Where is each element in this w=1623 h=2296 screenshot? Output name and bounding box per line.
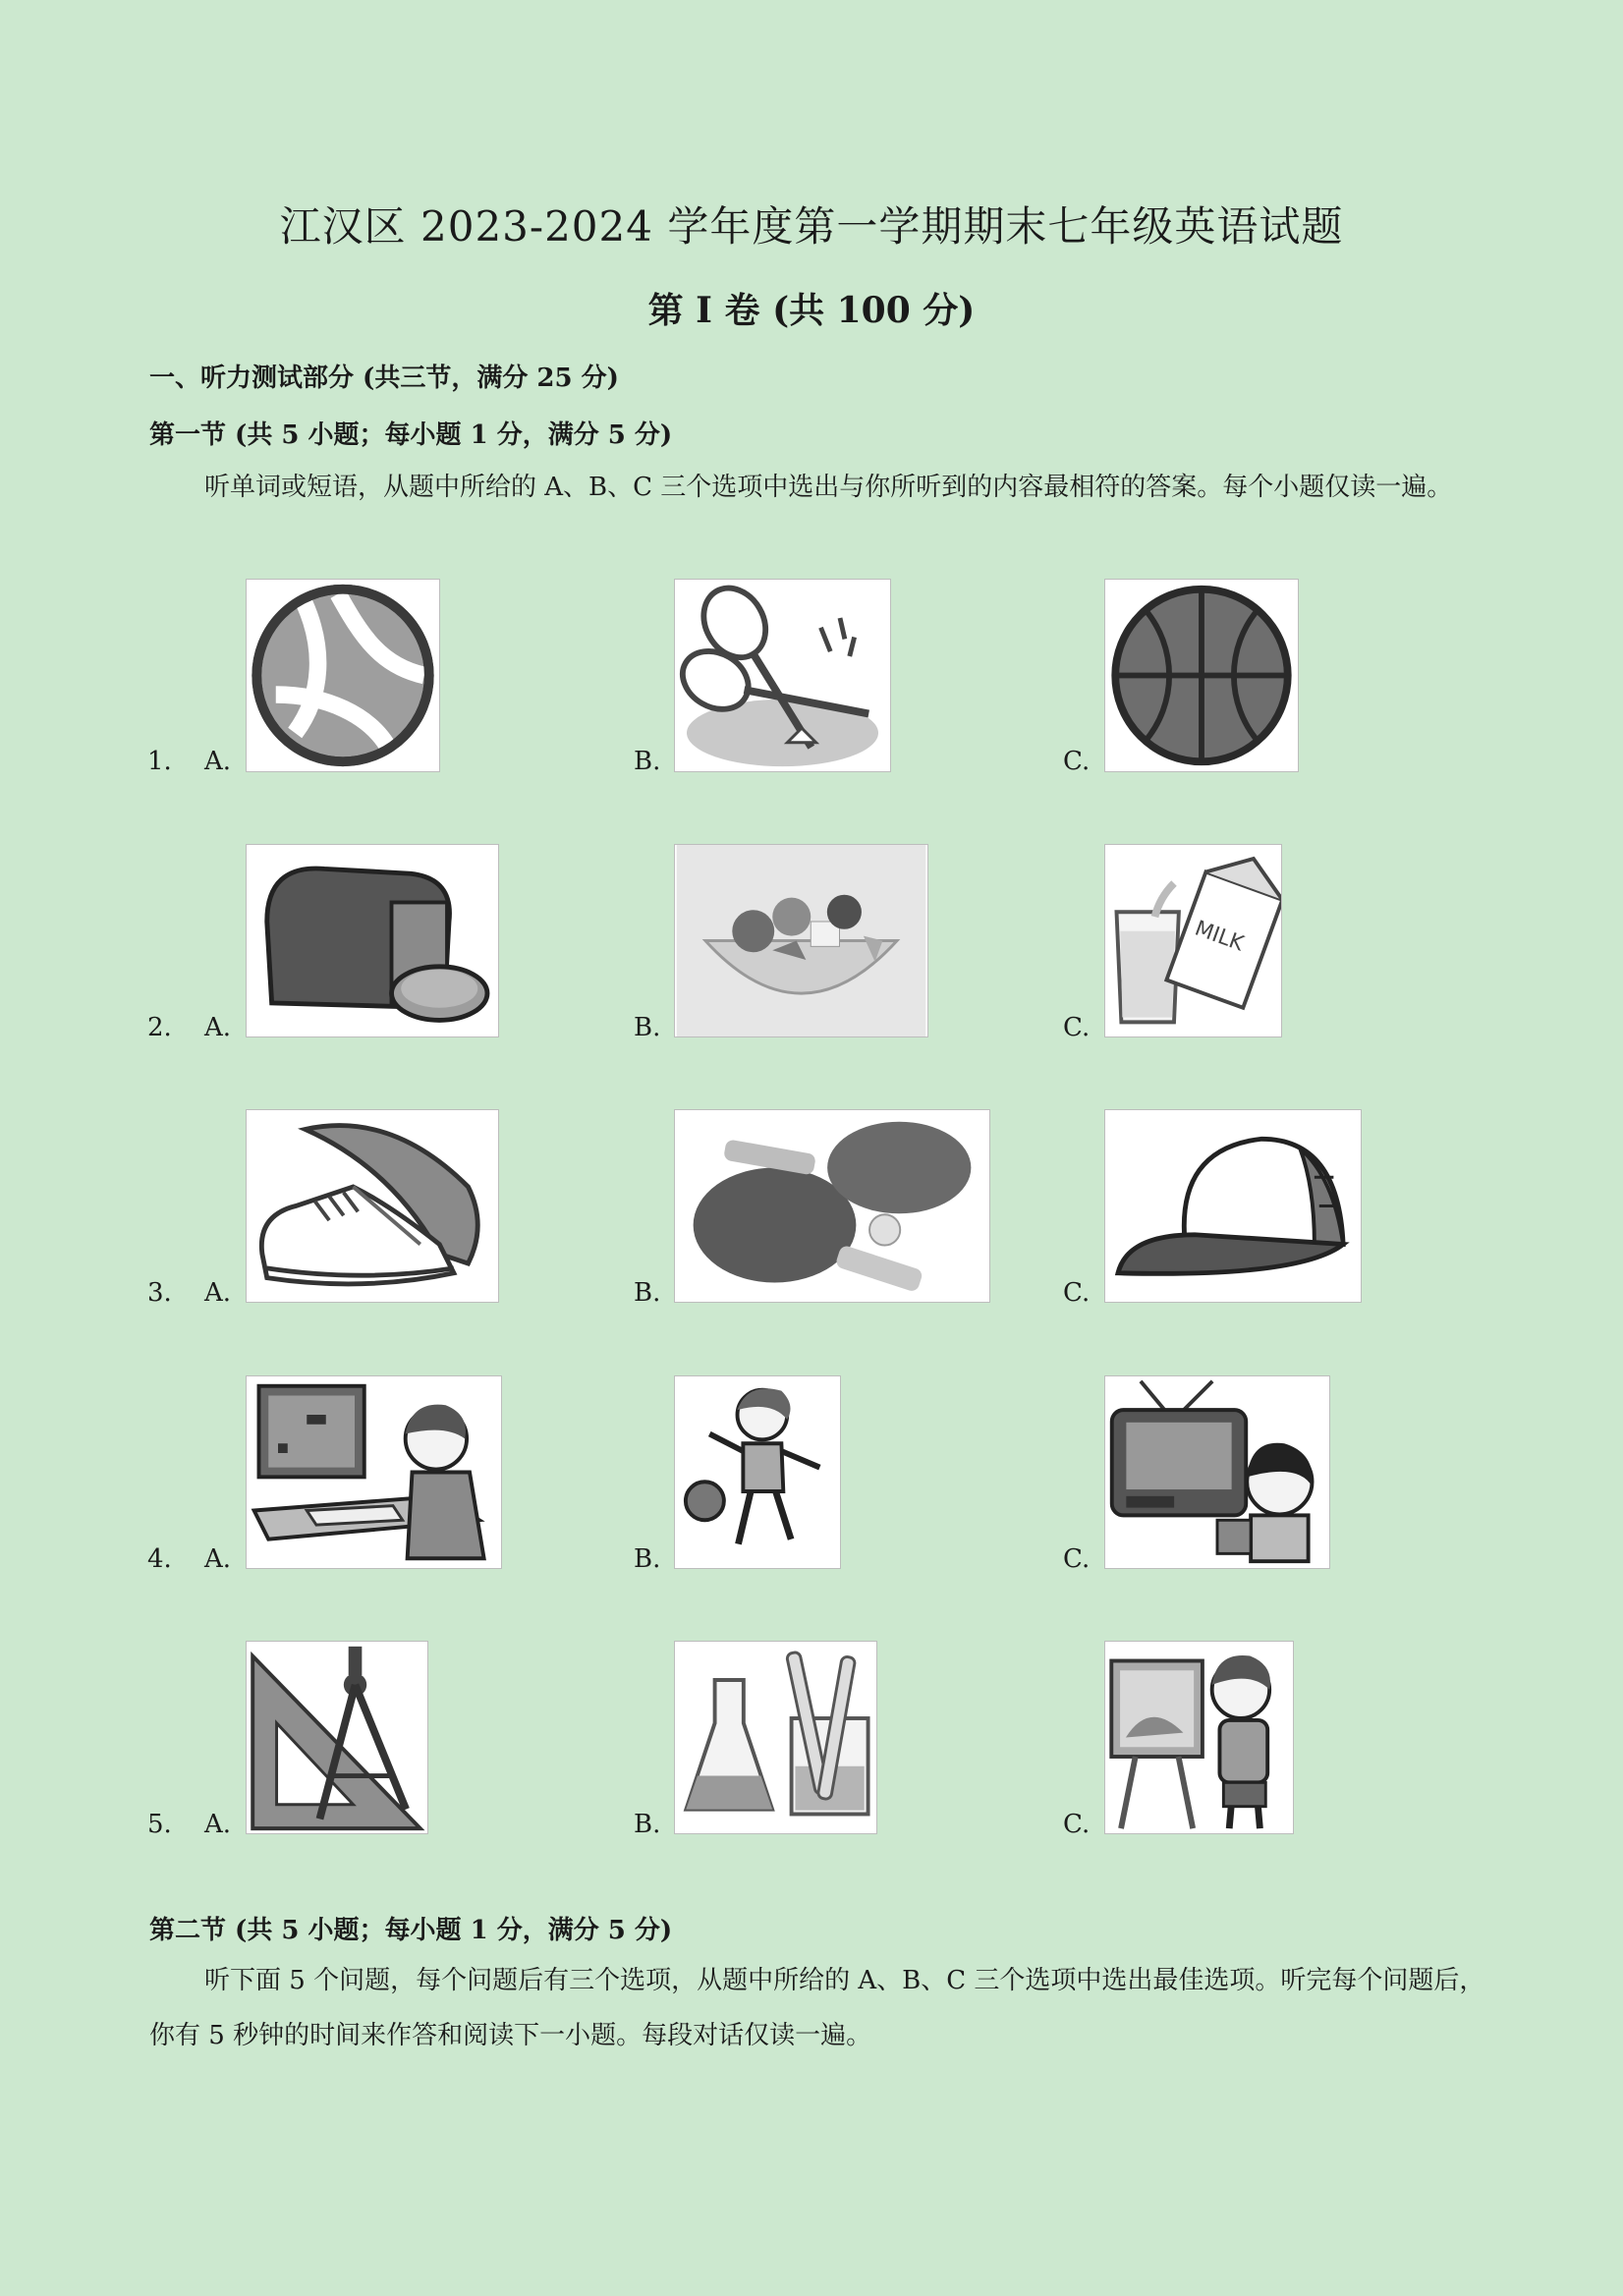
boy-painting-image[interactable] [1104,1641,1294,1834]
cap-icon [1105,1110,1361,1302]
computer-game-icon [247,1376,501,1568]
option-label: B. [634,1013,661,1042]
milk-icon [1105,845,1281,1036]
lab-flask-icon [675,1642,876,1833]
milk-image[interactable] [1104,844,1282,1037]
part-heading: 一、听力测试部分 (共三节，满分 25 分) [149,364,619,393]
basketball-icon [1105,580,1298,771]
badminton-image[interactable] [674,579,891,772]
question-number: 3. [147,1278,172,1308]
option-label: A. [204,1544,232,1574]
watch-tv-icon [1105,1376,1329,1568]
girl-basketball-icon [675,1376,840,1568]
page-title: 江汉区 2023-2024 学年度第一学期期末七年级英语试题 [279,202,1344,251]
section-heading: 第二节 (共 5 小题；每小题 1 分，满分 5 分) [149,1916,673,1945]
option-label: C. [1063,1810,1091,1839]
computer-game-image[interactable] [246,1375,502,1569]
cap-image[interactable] [1104,1109,1362,1303]
ruler-compass-image[interactable] [246,1641,428,1834]
ping-pong-icon [675,1110,989,1302]
option-label: B. [634,1544,661,1574]
question-number: 5. [147,1810,172,1839]
bread-icon [247,845,498,1036]
sneaker-image[interactable] [246,1109,499,1303]
option-label: A. [204,747,232,776]
girl-basketball-image[interactable] [674,1375,841,1569]
volleyball-image[interactable] [246,579,440,772]
section-instructions: 听单词或短语，从题中所给的 A、B、C 三个选项中选出与你所听到的内容最相符的答案。每个小题仅读一遍。 [204,473,1453,502]
option-label: C. [1063,1013,1091,1042]
option-label: C. [1063,1278,1091,1308]
question-number: 1. [147,747,172,776]
ruler-compass-icon [247,1642,427,1833]
option-label: A. [204,1013,232,1042]
ping-pong-image[interactable] [674,1109,990,1303]
lab-flask-image[interactable] [674,1641,877,1834]
option-label: B. [634,1810,661,1839]
question-number: 4. [147,1544,172,1574]
fruit-salad-image[interactable] [674,844,928,1037]
option-label: B. [634,747,661,776]
bread-image[interactable] [246,844,499,1037]
option-label: C. [1063,1544,1091,1574]
fruit-salad-icon [675,845,927,1036]
option-label: A. [204,1810,232,1839]
sneaker-icon [247,1110,498,1302]
milk-label: MILK [1191,916,1248,957]
badminton-icon [675,580,890,771]
option-label: C. [1063,747,1091,776]
boy-painting-icon [1105,1642,1293,1833]
page-subtitle: 第 I 卷 (共 100 分) [647,290,976,331]
option-label: B. [634,1278,661,1308]
volleyball-icon [247,580,439,771]
section-instructions: 听下面 5 个问题，每个问题后有三个选项，从题中所给的 A、B、C 三个选项中选出最佳选项。听完每个问题后，你有 5 秒钟的时间来作答和阅读下一小题。每段对话仅读一遍。 [149,1966,1485,2050]
basketball-image[interactable] [1104,579,1299,772]
watch-tv-image[interactable] [1104,1375,1330,1569]
section-heading: 第一节 (共 5 小题；每小题 1 分，满分 5 分) [149,420,673,450]
option-label: A. [204,1278,232,1308]
question-number: 2. [147,1013,172,1042]
